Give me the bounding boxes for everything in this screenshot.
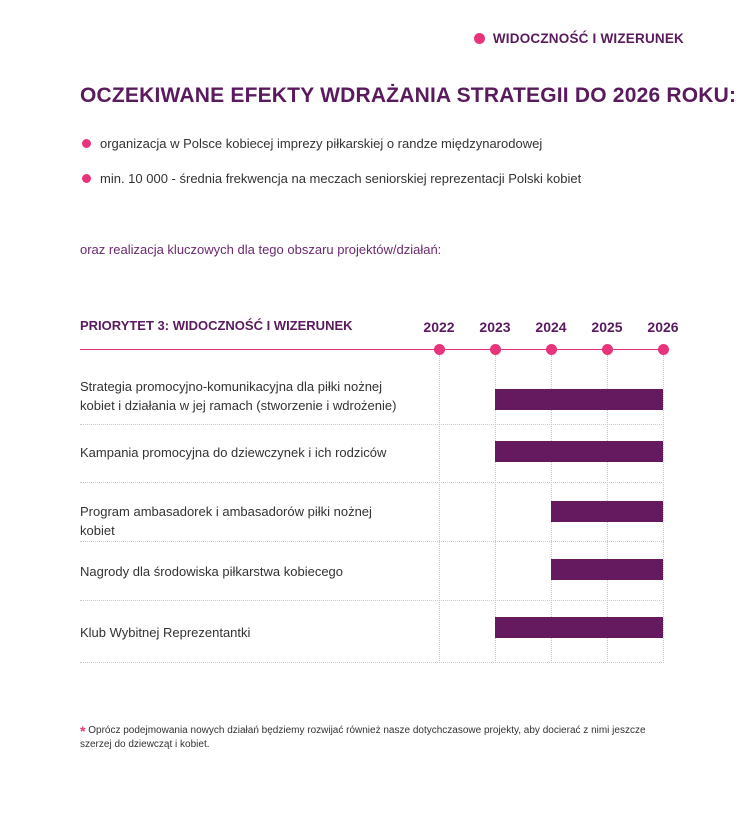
row-divider (80, 662, 664, 663)
year-dot-icon (658, 344, 669, 355)
project-bar (551, 501, 663, 522)
footnote-marker: * (80, 723, 86, 739)
year-label: 2024 (535, 319, 567, 335)
year-dot-icon (546, 344, 557, 355)
row-divider (80, 600, 664, 601)
section-tag-label: WIDOCZNOŚĆ I WIZERUNEK (492, 31, 684, 46)
effect-item (82, 136, 542, 151)
footnote-text: Oprócz podejmowania nowych działań będziemy rozwijać również nasze dotychczasowe projekty, aby docierać z nimi jeszcze szerzej do dziewcząt i kobiet. (80, 725, 646, 750)
row-divider (80, 424, 664, 425)
project-bar (495, 441, 663, 462)
year-dot-icon (434, 344, 445, 355)
year-dot-icon (490, 344, 501, 355)
row-divider (80, 541, 664, 542)
intro-text: oraz realizacja kluczowych dla tego obszaru projektów/działań: (80, 242, 442, 257)
footnote (80, 724, 670, 752)
project-label: Strategia promocyjno-komunikacyjna dla piłki nożnej kobiet i działania w jej ramach (stworzenie i wdrożenie) (80, 379, 397, 413)
pink-dot-icon (474, 33, 485, 44)
priority-label: PRIORYTET 3: WIDOCZNOŚĆ I WIZERUNEK (80, 318, 353, 333)
year-dot-icon (602, 344, 613, 355)
row-divider (80, 482, 664, 483)
project-label: Nagrody dla środowiska piłkarstwa kobiecego (80, 564, 344, 579)
project-label: Kampania promocyjna do dziewczynek i ich rodziców (80, 445, 387, 460)
project-label: Klub Wybitnej Reprezentantki (80, 625, 251, 640)
page-heading: OCZEKIWANE EFEKTY WDRAŻANIA STRATEGII DO 2026 ROKU: (80, 84, 737, 107)
bullet-dot-icon (82, 174, 91, 183)
year-label: 2023 (479, 319, 511, 335)
year-label: 2022 (423, 319, 455, 335)
year-gridline (439, 355, 440, 663)
year-label: 2025 (591, 319, 623, 335)
section-tag (474, 31, 684, 46)
year-label: 2026 (647, 319, 679, 335)
year-gridline (663, 355, 664, 663)
project-label: Program ambasadorek i ambasadorów piłki nożnej kobiet (80, 504, 372, 538)
effect-item (82, 171, 581, 186)
timeline-axis (80, 349, 664, 350)
effect-text: min. 10 000 - średnia frekwencja na meczach seniorskiej reprezentacji Polski kobiet (100, 171, 582, 186)
project-bar (551, 559, 663, 580)
project-bar (495, 617, 663, 638)
project-bar (495, 389, 663, 410)
effect-text: organizacja w Polsce kobiecej imprezy piłkarskiej o randze międzynarodowej (100, 136, 543, 151)
bullet-dot-icon (82, 139, 91, 148)
